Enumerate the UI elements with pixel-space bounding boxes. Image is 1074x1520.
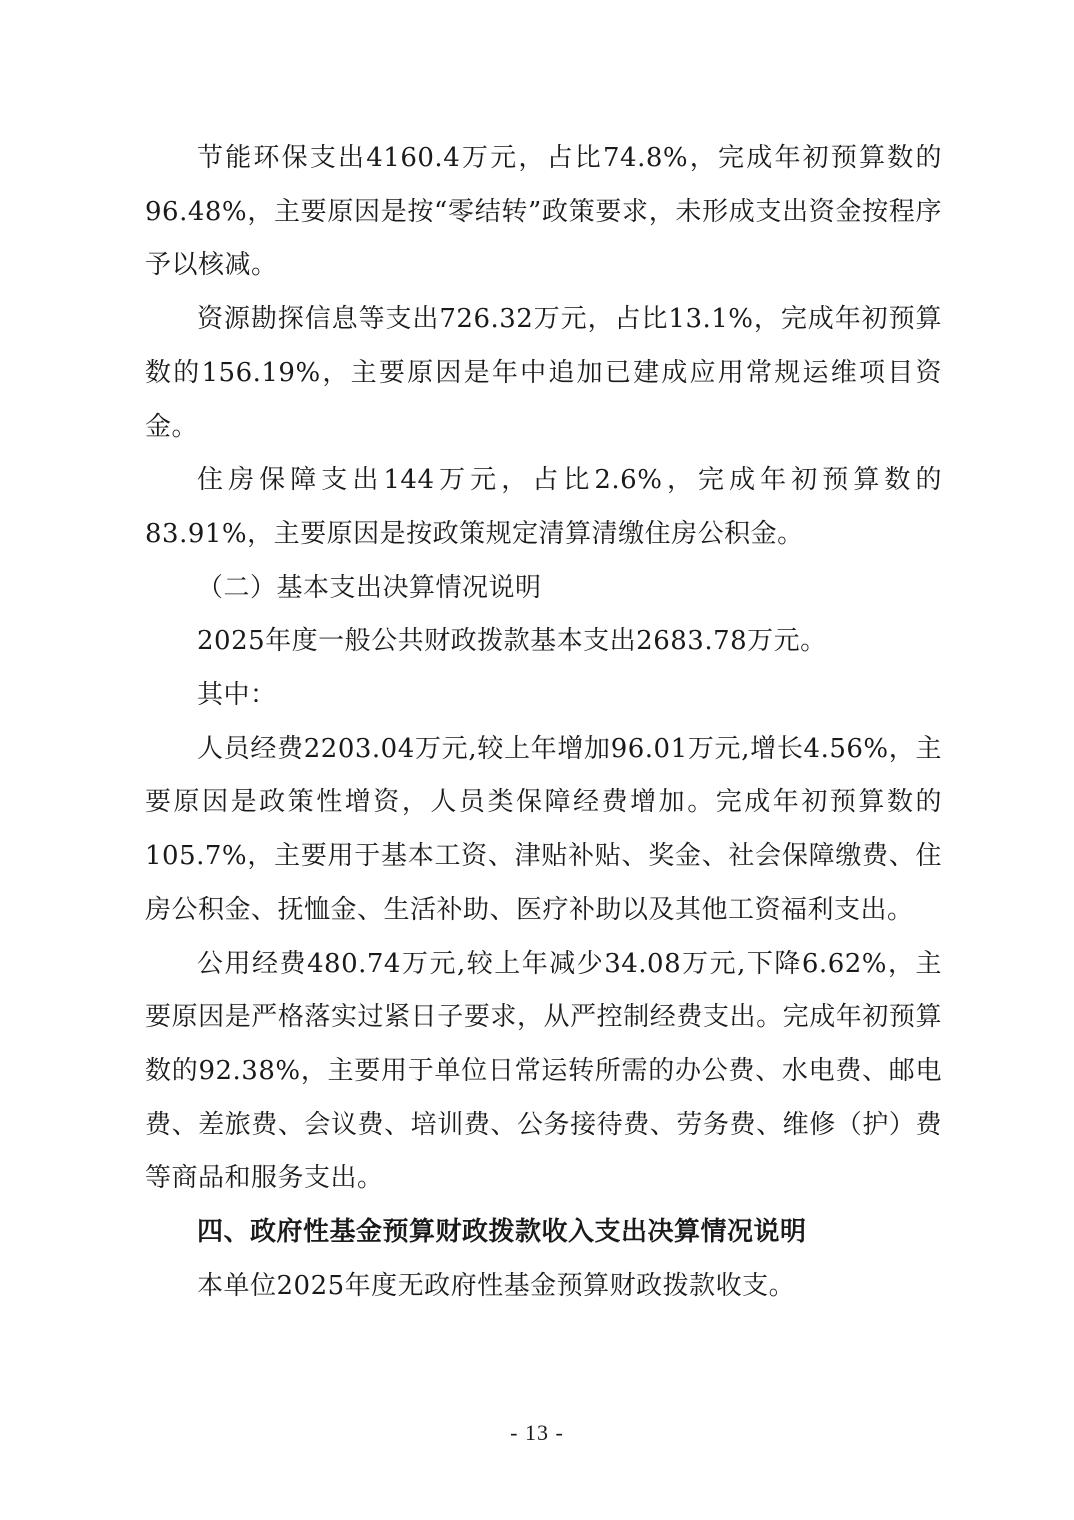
paragraph-among-which: 其中： — [197, 680, 277, 711]
paragraph-resource-exploration: 资源勘探信息等支出726.32万元，占比13.1%，完成年初预算数的156.19%，主要原因是年中追加已建成应用常规运维项目资金。 — [145, 304, 942, 442]
paragraph-public-expenses: 公用经费480.74万元,较上年减少34.08万元,下降6.62%，主要原因是严格落实过紧日子要求，从严控制经费支出。完成年初预算数的92.38%，主要用于单位日常运转所需的办公费、水电费、邮电费、差旅费、会议费、培训费、公务接待费、劳务费、维修（护）费等商品和服务支出。 — [145, 948, 942, 1194]
document-body — [145, 132, 942, 1313]
paragraph-housing-security: 住房保障支出144万元，占比2.6%，完成年初预算数的83.91%，主要原因是按政策规定清算清缴住房公积金。 — [145, 465, 942, 549]
subheading-basic-expenditure: （二）基本支出决算情况说明 — [197, 572, 542, 603]
paragraph-energy-environment: 节能环保支出4160.4万元，占比74.8%，完成年初预算数的96.48%，主要原因是按“零结转”政策要求，未形成支出资金按程序予以核减。 — [145, 143, 942, 281]
paragraph-basic-total: 2025年度一般公共财政拨款基本支出2683.78万元。 — [197, 626, 827, 657]
page-number: - 13 - — [510, 1420, 564, 1445]
section-heading-government-fund: 四、政府性基金预算财政拨款收入支出决算情况说明 — [197, 1217, 807, 1248]
paragraph-government-fund: 本单位2025年度无政府性基金预算财政拨款收支。 — [197, 1270, 796, 1301]
paragraph-personnel-expenses: 人员经费2203.04万元,较上年增加96.01万元,增长4.56%，主要原因是政策性增资，人员类保障经费增加。完成年初预算数的105.7%，主要用于基本工资、津贴补贴、奖金、社会保障缴费、住房公积金、抚恤金、生活补助、医疗补助以及其他工资福利支出。 — [145, 733, 942, 925]
